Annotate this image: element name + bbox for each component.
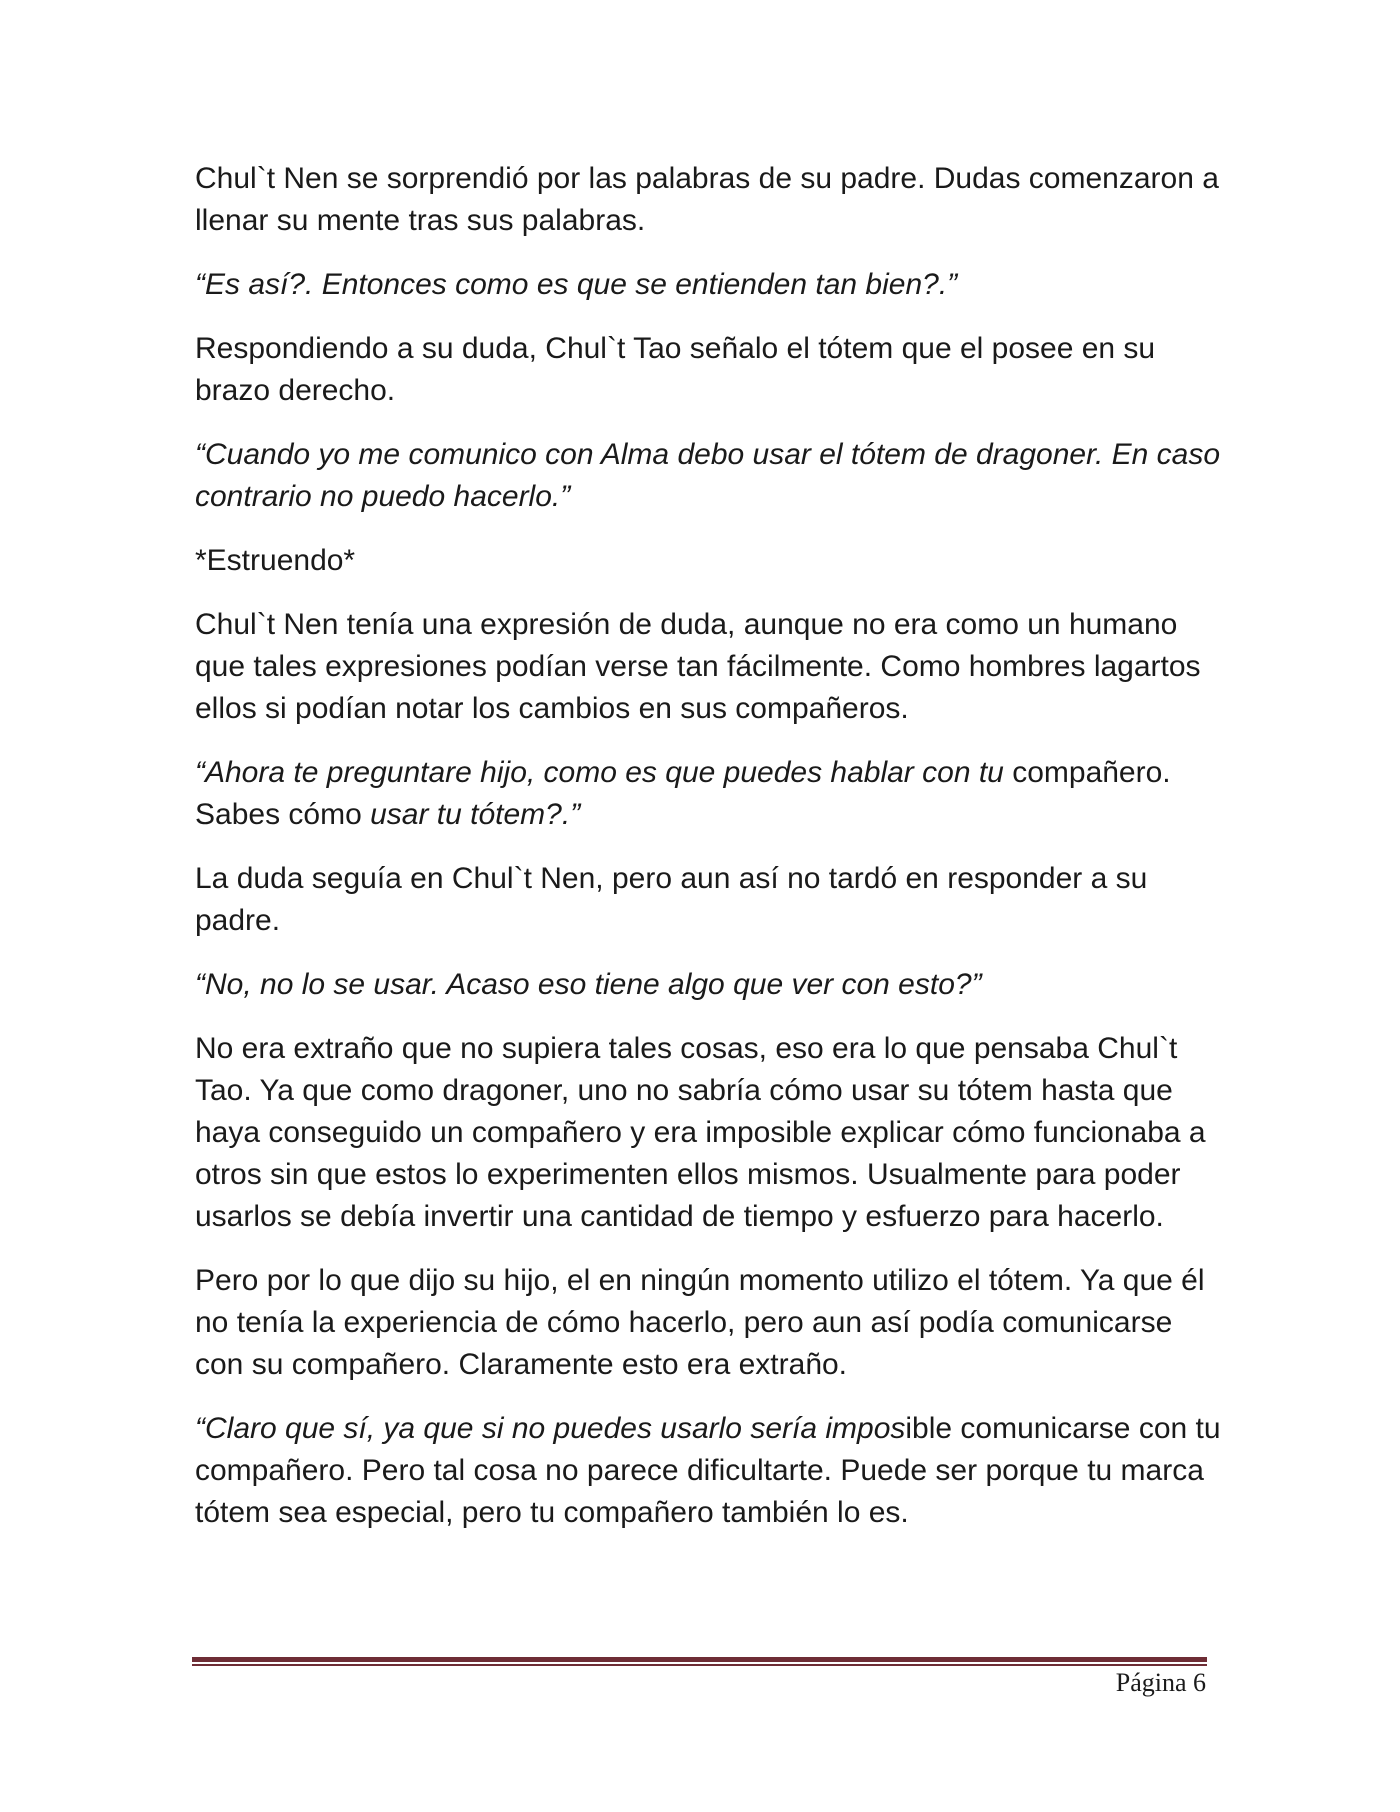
paragraph (195, 434, 1225, 518)
paragraph (195, 264, 1225, 306)
italic-text-segment: “Es así?. Entonces como es que se entienden tan bien?.” (195, 268, 958, 301)
page-number: Página 6 (1115, 1668, 1206, 1697)
text-segment: ible comunicarse con tu compañero. Pero tal cosa no parece dificultarte. Puede ser porque tu marca tótem sea especial, pero tu compañero también lo es. (195, 1412, 1221, 1529)
italic-text-segment: “No, no lo se usar. Acaso eso tiene algo que ver con esto?” (195, 968, 982, 1001)
paragraph (195, 964, 1225, 1006)
footer-divider-thin (192, 1664, 1207, 1666)
footer-divider-thick (192, 1657, 1207, 1662)
text-segment: Pero por lo que dijo su hijo, el en ningún momento utilizo el tótem. Ya que él no tenía la experiencia de cómo hacerlo, pero aun así podía comunicarse con su compañero. Claramente esto era extraño. (195, 1264, 1205, 1381)
paragraph (195, 752, 1225, 836)
italic-text-segment: usar tu tótem?.” (370, 798, 581, 831)
footer-divider (192, 1657, 1207, 1667)
paragraph (195, 540, 1225, 582)
paragraph (195, 1260, 1225, 1386)
text-segment: Chul`t Nen se sorprendió por las palabras de su padre. Dudas comenzaron a llenar su mente tras sus palabras. (195, 162, 1219, 237)
paragraph (195, 328, 1225, 412)
text-segment: La duda seguía en Chul`t Nen, pero aun así no tardó en responder a su padre. (195, 862, 1148, 937)
text-segment: Chul`t Nen tenía una expresión de duda, aunque no era como un humano que tales expresiones podían verse tan fácilmente. Como hombres lagartos ellos si podían notar los cambios en sus compañeros. (195, 608, 1201, 725)
text-segment: *Estruendo* (195, 544, 356, 577)
italic-text-segment: “Cuando yo me comunico con Alma debo usar el tótem de dragoner. En caso contrario no puedo hacerlo.” (195, 438, 1221, 513)
paragraph (195, 158, 1225, 242)
paragraph (195, 858, 1225, 942)
italic-text-segment: “Claro que sí, ya que si no puedes usarlo sería impos (195, 1412, 906, 1445)
paragraph (195, 1408, 1225, 1534)
text-segment: Respondiendo a su duda, Chul`t Tao señalo el tótem que el posee en su brazo derecho. (195, 332, 1156, 407)
paragraph (195, 604, 1225, 730)
text-segment: No era extraño que no supiera tales cosas, eso era lo que pensaba Chul`t Tao. Ya que como dragoner, uno no sabría cómo usar su tótem hasta que haya conseguido un compañero y era imposible explicar cómo funcionaba a otros sin que estos lo experimenten ellos mismos. Usualmente para poder usarlos se debía invertir una cantidad de tiempo y esfuerzo para hacerlo. (195, 1032, 1206, 1233)
italic-text-segment: “Ahora te preguntare hijo, como es que puedes hablar con tu (195, 756, 1013, 789)
paragraph (195, 1028, 1225, 1238)
text-segment: compañero. Sabes cómo (195, 756, 1171, 831)
body-text (195, 158, 1225, 1556)
